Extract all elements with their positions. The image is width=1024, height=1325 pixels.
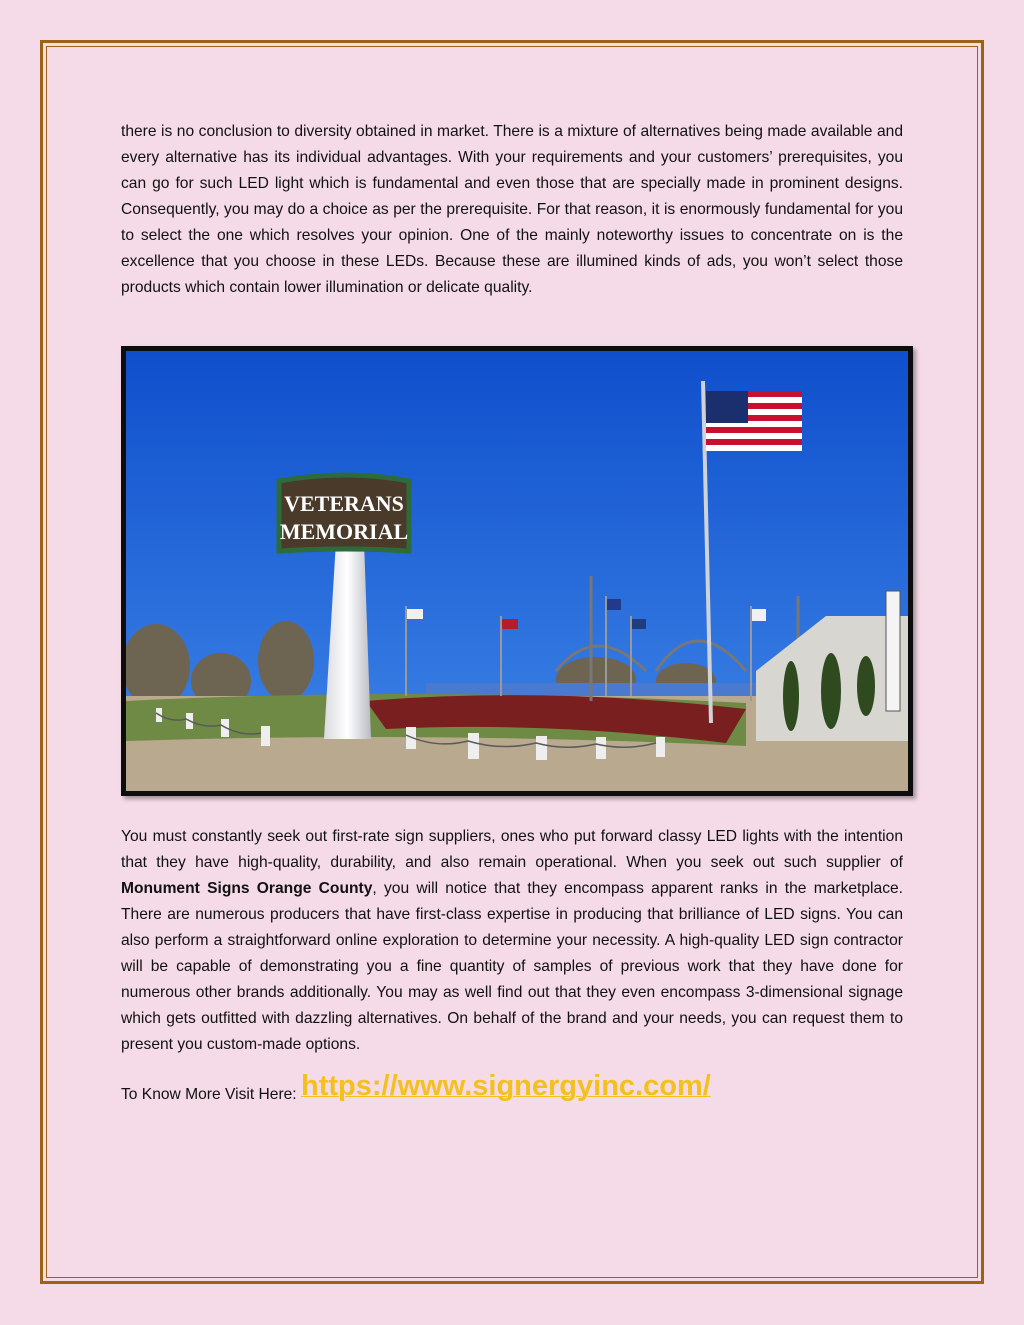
cypress-tree-3 [857,656,875,716]
visit-label: To Know More Visit Here: [121,1086,301,1103]
keyword-monument-signs: Monument Signs Orange County [121,880,373,897]
us-flag [706,391,802,451]
monument-sign [279,475,409,551]
cypress-tree-2 [821,653,841,729]
cypress-tree [783,661,799,731]
sign-text-line1: VETERANS [284,491,404,516]
veterans-memorial-photo [121,346,913,796]
website-link[interactable]: https://www.signergyinc.com/ [300,1070,711,1102]
body-paragraph-2 [121,824,903,1058]
street-sign [886,591,900,711]
body-paragraph-1: there is no conclusion to diversity obtained in market. There is a mixture of alternatives being made available and every alternative has its individual advantages. With your requirements and your customers’ prerequisites, you can go for such LED light which is fundamental and even those that are specially made in prominent designs. Consequently, you may do a choice as per the prerequisite. For that reason, it is enormously fundamental for you to select the one which resolves your opinion. One of the mainly noteworthy issues to concentrate on is the excellence that you choose in these LEDs. Because these are illumined kinds of ads, you won’t select those products which contain lower illumination or delicate quality. [121,123,903,296]
sign-text-line2: MEMORIAL [279,519,409,544]
visit-line [121,1070,711,1107]
paragraph-2-intro: You must constantly seek out first-rate sign suppliers, ones who put forward classy LED lights with the intention that they have high-quality, durability, and also remain operational. When you seek out such supplier of [121,828,903,871]
photo-illustration [126,351,908,791]
paragraph-2-rest: , you will notice that they encompass apparent ranks in the marketplace. There are numerous producers that have first-class expertise in producing that brilliance of LED signs. You can also perform a straightforward online exploration to determine your necessity. A high-quality LED sign contractor will be capable of demonstrating you a fine quantity of samples of previous work that they have done for numerous other brands additionally. You may as well find out that they even encompass 3-dimensional signage which gets outfitted with dazzling alternatives. On behalf of the brand and your needs, you can request them to present you custom-made options. [121,880,904,1053]
